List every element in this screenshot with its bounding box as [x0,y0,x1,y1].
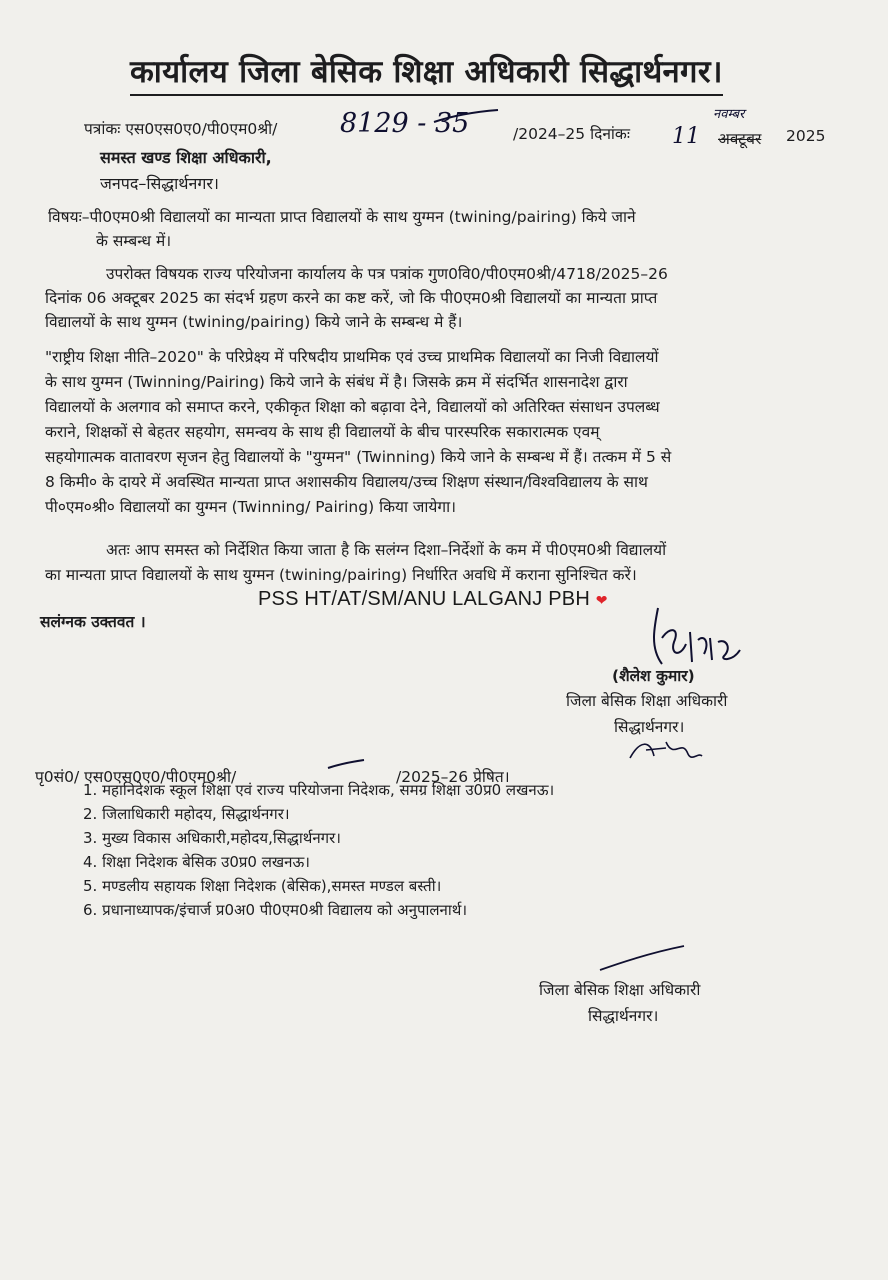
copy-to-suffix: /2025–26 प्रेषित। [396,768,510,786]
handwritten-month: नवम्बर [713,107,745,122]
footer-signature-stroke [598,944,688,974]
para2-line7: पी०एम०श्री० विद्यालयों का युग्मन (Twinning/ Pairing) किया जायेगा। [45,498,457,516]
subject-line1: विषयः–पी0एम0श्री विद्यालयों का मान्यता प्राप्त विद्यालयों के साथ युग्मन (twining/pairing) किये जाने [48,208,636,226]
subject-line2: के सम्बन्ध में। [96,232,172,250]
para2-line5: सहयोगात्मक वातावरण सृजन हेतु विद्यालयों के "युग्मन" (Twinning) किये जाने के सम्बन्ध में हैं। तत्कम में 5 से [45,448,672,466]
list-item: 6. प्रधानाध्यापक/इंचार्ज प्र0अ0 पी0एम0श्री विद्यालय को अनुपालनार्थ। [83,901,468,919]
para2-line6: 8 किमी० के दायरे में अवस्थित मान्यता प्राप्त अशासकीय विद्यालय/उच्च शिक्षण संस्थान/विश्वविद्यालय के साथ [45,473,648,491]
addressee-line1: समस्त खण्ड शिक्षा अधिकारी, [100,148,272,167]
para2-line3: विद्यालयों के अलगाव को समाप्त करने, एकीकृत शिक्षा को बढ़ावा देने, विद्यालयों को अतिरिक्त संसाधन उपलब्ध [45,398,660,416]
list-item: 5. मण्डलीय सहायक शिक्षा निदेशक (बेसिक),समस्त मण्डल बस्ती। [83,877,442,895]
heart-icon: ❤ [595,592,608,608]
stamp-label: PSS HT/AT/SM/ANU LALGANJ PBH [258,588,590,610]
enclosure-note: सलंग्नक उक्तवत । [40,613,146,631]
para2-line1: "राष्ट्रीय शिक्षा नीति–2020" के परिप्रेक्ष्य में परिषदीय प्राथमिक एवं उच्च प्राथमिक विद्यालयों का निजी विद्यालयों [45,348,659,366]
footer-place: सिद्धार्थनगर। [588,1007,659,1025]
list-item: 4. शिक्षा निदेशक बेसिक उ0प्र0 लखनऊ। [83,853,310,871]
para2-line4: कराने, शिक्षकों से बेहतर सहयोग, समन्वय के साथ ही विद्यालयों के बीच पारस्परिक सकारात्मक एवम् [45,423,600,441]
para1-line2: दिनांक 06 अक्टूबर 2025 का संदर्भ ग्रहण करने का कष्ट करें, जो कि पी0एम0श्री विद्यालयों का मान्यता प्राप्त [45,289,658,307]
hand-stroke [432,106,502,126]
officer-name: (शैलेश कुमार) [612,667,695,685]
officer-designation: जिला बेसिक शिक्षा अधिकारी [566,692,728,710]
footer-designation: जिला बेसिक शिक्षा अधिकारी [539,981,701,999]
para1-line1: उपरोक्त विषयक राज्य परियोजना कार्यालय के पत्र पत्रांक गुण0वि0/पी0एम0श्री/4718/2025–26 [106,265,668,283]
overlay-stamp-text [258,588,608,611]
ref-year: 2025 [786,127,826,145]
hand-dash [326,758,366,772]
para2-line2: के साथ युग्मन (Twinning/Pairing) किये जाने के संबंध में है। जिसके क्रम में संदर्भित शासनादेश द्वारा [45,373,628,391]
handwritten-day: 11 [672,124,700,149]
officer-place: सिद्धार्थनगर। [614,718,685,736]
para3-line2: का मान्यता प्राप्त विद्यालयों के साथ युग्मन (twining/pairing) निर्धारित अवधि में कराना सुनिश्चित करें। [45,566,637,584]
office-title: कार्यालय जिला बेसिक शिक्षा अधिकारी सिद्धार्थनगर। [130,50,723,96]
list-item: 3. मुख्य विकास अधिकारी,महोदय,सिद्धार्थनगर। [83,829,341,847]
list-item: 2. जिलाधिकारी महोदय, सिद्धार्थनगर। [83,805,290,823]
ref-year-date: /2024–25 दिनांकः [513,125,630,143]
list-item: 1. महानिदेशक स्कूल शिक्षा एवं राज्य परियोजना निदेशक, समग्र शिक्षा उ0प्र0 लखनऊ। [83,781,555,799]
ref-prefix: पत्रांकः एस0एस0ए0/पी0एम0श्री/ [84,120,278,138]
para1-line3: विद्यालयों के साथ युग्मन (twining/pairing) किये जाने के सम्बन्ध मे हैं। [45,313,463,331]
para3-line1: अतः आप समस्त को निर्देशित किया जाता है कि सलंग्न दिशा–निर्देशों के कम में पी0एम0श्री विद्यालयों [106,541,667,559]
handwritten-letter-number: 8129 - 35 [340,108,470,139]
initials-mark [626,734,706,766]
struck-month: अक्टूबर [718,130,762,148]
copy-to-list [83,778,554,922]
copy-to-ref: पृ0सं0/ एस0एस0ए0/पी0एम0श्री/ [35,768,237,786]
addressee-line2: जनपद–सिद्धार्थनगर। [100,174,219,193]
